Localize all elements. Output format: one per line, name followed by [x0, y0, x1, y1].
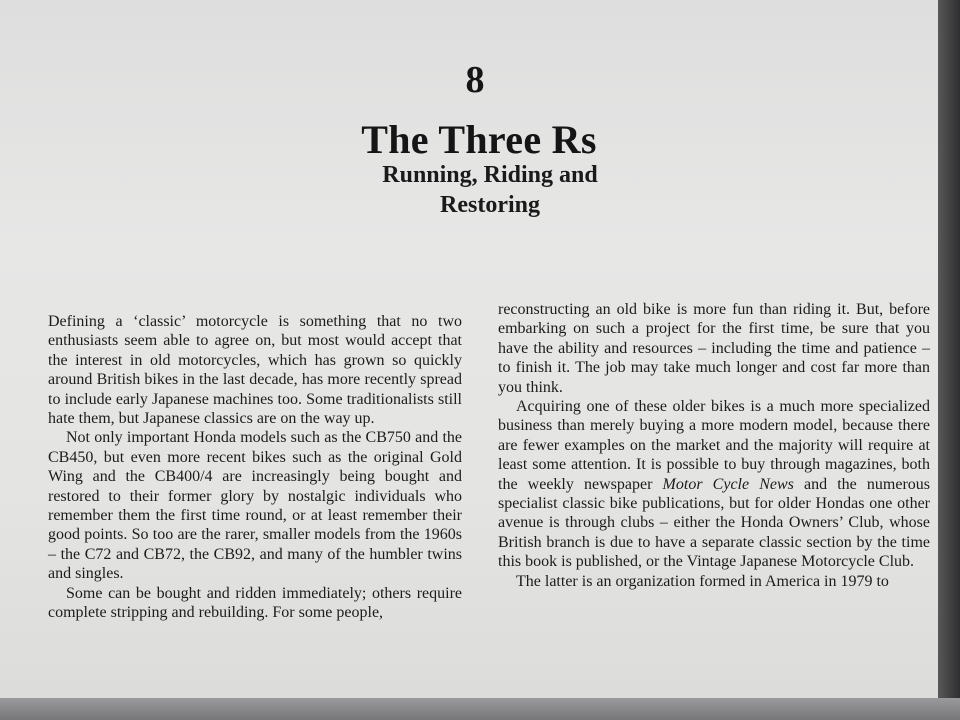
page-bottom-edge [0, 698, 960, 720]
paragraph-text: and the numerous specialist classic bike publications, but for older Hondas one other avenue is through clubs – either the Honda Owners’ Club, whose British branch is due to have a separate classic section by the time this book is published, or the Vintage Japanese Motorcycle Club. [498, 475, 931, 571]
paragraph: The latter is an organization formed in America in 1979 to [516, 572, 889, 590]
chapter-subtitle [370, 160, 610, 220]
right-text-column [498, 300, 930, 591]
paragraph [498, 397, 930, 572]
chapter-subtitle-line-1: Running, Riding and [382, 162, 598, 188]
left-text-column [48, 312, 462, 623]
paragraph-text: Acquiring one of these older bikes is a much more specialized business than merely buying a more modern model, because there are fewer examples on the market and the majority will require at least some attention. It is possible to buy through magazines, both the weekly newspaper [498, 398, 930, 493]
paragraph: Defining a ‘classic’ motorcycle is something that no two enthusiasts seem able to agree on, but most would accept that the interest in old motorcycles, which has grown so quickly around British bikes in the last decade, has more recently spread to include early Japanese machines too. Some traditionalists still hate them, but Japanese classics are on the way up. [48, 313, 462, 428]
chapter-number: 8 [465, 59, 485, 101]
chapter-subtitle-line-2: Restoring [440, 192, 540, 218]
paragraph: reconstructing an old bike is more fun than riding it. But, before embarking on such a project for the first time, be sure that you have the ability and resources – including the time and patience – to finish it. The job may take much longer and cost far more than you think. [498, 301, 930, 396]
magazine-title: Motor Cycle News [662, 475, 794, 493]
paragraph: Not only important Honda models such as the CB750 and the CB450, but even more recent bikes such as the original Gold Wing and the CB400/4 are increasingly being bought and restored to their former glory by nostalgic individuals who remember them the first time round, or at least remember their good points. So too are the rarer, smaller models from the 1960s – the C72 and CB72, the CB92, and many of the humbler twins and singles. [48, 429, 462, 583]
paragraph: Some can be bought and ridden immediately; others require complete stripping and rebuilding. For some people, [48, 584, 462, 622]
page-edge-shadow [938, 0, 960, 720]
chapter-title: The Three Rs [361, 117, 597, 162]
